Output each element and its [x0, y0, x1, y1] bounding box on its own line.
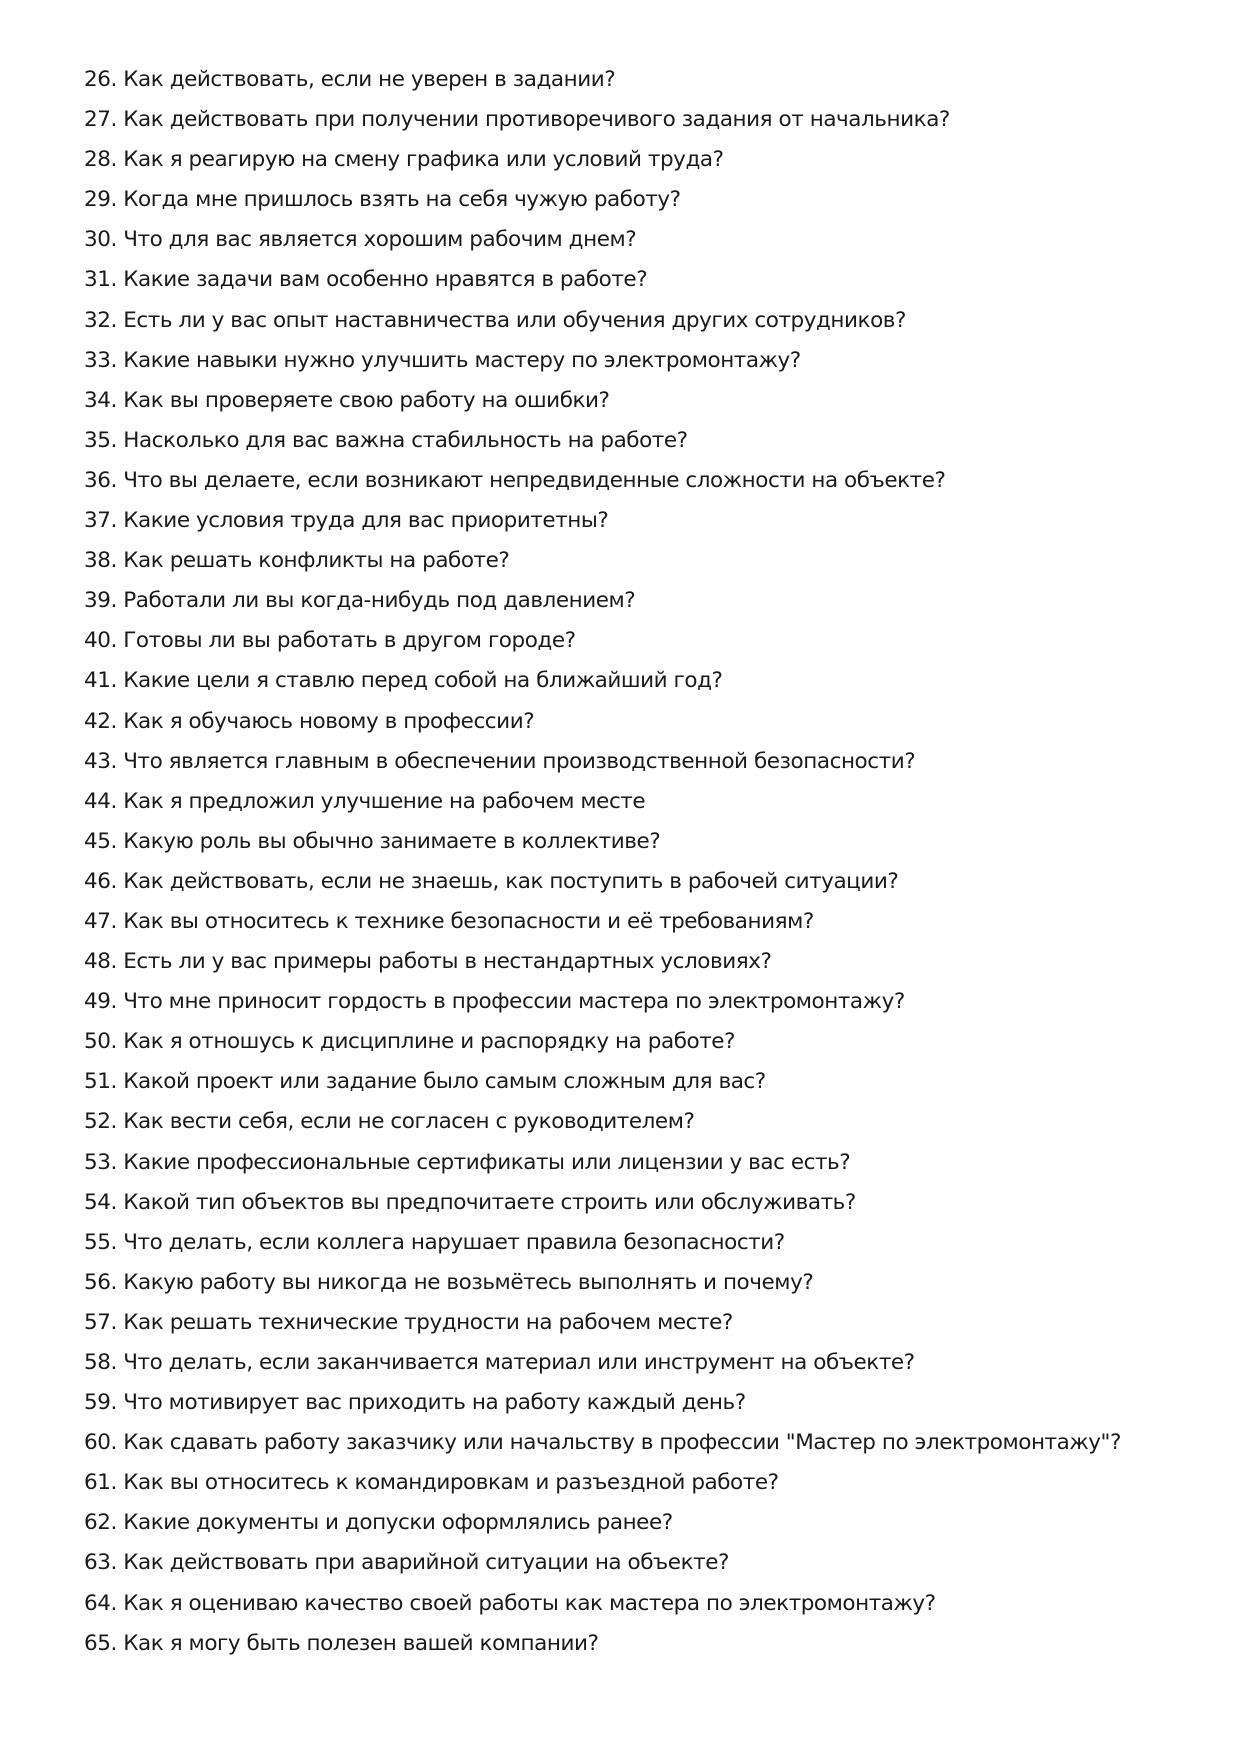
question-text: Как вы проверяете свою работу на ошибки?: [123, 387, 610, 413]
list-item: [84, 60, 1204, 100]
list-item: [84, 220, 1204, 260]
list-item: [84, 501, 1204, 541]
question-text: Работали ли вы когда-нибудь под давлением?: [123, 588, 636, 614]
list-item: [84, 1463, 1204, 1503]
list-item: [84, 1543, 1204, 1583]
question-number: 63.: [84, 1550, 117, 1576]
question-number: 27.: [84, 107, 117, 133]
question-text: Как я могу быть полезен вашей компании?: [123, 1630, 599, 1656]
question-number: 26.: [84, 67, 117, 92]
question-number: 41.: [84, 668, 117, 694]
question-text: Как я обучаюсь новому в профессии?: [123, 708, 535, 734]
question-number: 52.: [84, 1109, 117, 1135]
question-number: 48.: [84, 949, 117, 975]
question-number: 56.: [84, 1269, 117, 1295]
question-text: Какие документы и допуски оформлялись ранее?: [123, 1510, 673, 1536]
question-number: 44.: [84, 788, 117, 814]
question-text: Какие профессиональные сертификаты или лицензии у вас есть?: [123, 1149, 851, 1175]
list-item: [84, 1503, 1204, 1543]
question-number: 61.: [84, 1470, 117, 1496]
question-number: 65.: [84, 1630, 117, 1656]
question-number: 45.: [84, 828, 117, 854]
list-item: [84, 341, 1204, 381]
question-number: 55.: [84, 1229, 117, 1255]
question-number: 58.: [84, 1350, 117, 1375]
question-number: 59.: [84, 1390, 117, 1416]
question-number: 64.: [84, 1590, 117, 1616]
question-text: Как я отношусь к дисциплине и распорядку на работе?: [123, 1029, 736, 1055]
list-item: [84, 1343, 1204, 1383]
question-number: 40.: [84, 628, 117, 654]
question-text: Как я предложил улучшение на рабочем месте: [123, 788, 646, 814]
question-text: Есть ли у вас опыт наставничества или обучения других сотрудников?: [123, 307, 906, 333]
list-item: [84, 942, 1204, 982]
question-text: Как я оцениваю качество своей работы как мастера по электромонтажу?: [123, 1590, 936, 1616]
question-number: 47.: [84, 908, 117, 934]
list-item: [84, 621, 1204, 661]
question-text: Как действовать, если не знаешь, как поступить в рабочей ситуации?: [123, 868, 899, 894]
list-item: [84, 541, 1204, 581]
question-text: Есть ли у вас примеры работы в нестандартных условиях?: [123, 949, 772, 975]
question-text: Насколько для вас важна стабильность на работе?: [123, 427, 688, 453]
question-text: Как решать конфликты на работе?: [123, 548, 510, 574]
question-text: Какую роль вы обычно занимаете в коллективе?: [123, 828, 661, 854]
list-item: [84, 1102, 1204, 1142]
list-item: [84, 982, 1204, 1022]
question-text: Как решать технические трудности на рабочем месте?: [123, 1309, 733, 1335]
question-text: Что для вас является хорошим рабочим днем?: [123, 227, 637, 253]
question-number: 38.: [84, 548, 117, 574]
list-item: [84, 902, 1204, 942]
question-text: Готовы ли вы работать в другом городе?: [123, 628, 576, 654]
list-item: [84, 1263, 1204, 1303]
list-item: [84, 1584, 1204, 1624]
question-number: 54.: [84, 1189, 117, 1215]
list-item: [84, 661, 1204, 701]
question-text: Как я реагирую на смену графика или условий труда?: [123, 147, 724, 173]
list-item: [84, 581, 1204, 621]
question-text: Как вести себя, если не согласен с руководителем?: [123, 1109, 695, 1135]
question-number: 62.: [84, 1510, 117, 1536]
list-item: [84, 381, 1204, 421]
list-item: [84, 822, 1204, 862]
question-text: Какие цели я ставлю перед собой на ближайший год?: [123, 668, 723, 694]
question-text: Какую работу вы никогда не возьмётесь выполнять и почему?: [123, 1269, 814, 1295]
list-item: [84, 1223, 1204, 1263]
question-text: Какой проект или задание было самым сложным для вас?: [123, 1069, 766, 1095]
question-number: 53.: [84, 1149, 117, 1175]
list-item: [84, 1183, 1204, 1223]
question-number: 50.: [84, 1029, 117, 1055]
question-number: 32.: [84, 307, 117, 333]
list-item: [84, 1303, 1204, 1343]
question-number: 51.: [84, 1069, 117, 1095]
question-text: Как вы относитесь к технике безопасности и её требованиям?: [123, 908, 814, 934]
list-item: [84, 1624, 1204, 1664]
question-number: 43.: [84, 748, 117, 774]
question-number: 29.: [84, 187, 117, 213]
list-item: [84, 100, 1204, 140]
list-item: [84, 301, 1204, 341]
list-item: [84, 1423, 1204, 1463]
question-number: 33.: [84, 347, 117, 373]
list-item: [84, 180, 1204, 220]
list-item: [84, 260, 1204, 300]
question-list: [84, 60, 1204, 1664]
list-item: [84, 421, 1204, 461]
question-number: 57.: [84, 1309, 117, 1335]
question-text: Какой тип объектов вы предпочитаете строить или обслуживать?: [123, 1189, 856, 1215]
list-item: [84, 742, 1204, 782]
question-text: Как действовать, если не уверен в задании?: [123, 67, 616, 92]
list-item: [84, 702, 1204, 742]
question-number: 49.: [84, 989, 117, 1015]
question-text: Что мне приносит гордость в профессии мастера по электромонтажу?: [123, 989, 905, 1015]
question-number: 34.: [84, 387, 117, 413]
question-text: Когда мне пришлось взять на себя чужую работу?: [123, 187, 681, 213]
question-text: Как сдавать работу заказчику или начальству в профессии "Мастер по электромонтажу"?: [123, 1430, 1121, 1456]
question-number: 39.: [84, 588, 117, 614]
question-text: Как действовать при аварийной ситуации на объекте?: [123, 1550, 729, 1576]
question-number: 31.: [84, 267, 117, 293]
list-item: [84, 862, 1204, 902]
list-item: [84, 1022, 1204, 1062]
question-number: 35.: [84, 427, 117, 453]
question-number: 28.: [84, 147, 117, 173]
question-number: 36.: [84, 467, 117, 493]
question-text: Какие условия труда для вас приоритетны?: [123, 508, 609, 534]
question-text: Что делать, если коллега нарушает правила безопасности?: [123, 1229, 785, 1255]
question-text: Что является главным в обеспечении производственной безопасности?: [123, 748, 916, 774]
question-text: Как действовать при получении противоречивого задания от начальника?: [123, 107, 950, 133]
list-item: [84, 1062, 1204, 1102]
list-item: [84, 782, 1204, 822]
question-number: 30.: [84, 227, 117, 253]
question-text: Что мотивирует вас приходить на работу каждый день?: [123, 1390, 746, 1416]
list-item: [84, 1383, 1204, 1423]
question-number: 42.: [84, 708, 117, 734]
list-item: [84, 1143, 1204, 1183]
question-text: Как вы относитесь к командировкам и разъездной работе?: [123, 1470, 779, 1496]
list-item: [84, 140, 1204, 180]
question-text: Какие навыки нужно улучшить мастеру по электромонтажу?: [123, 347, 801, 373]
question-text: Какие задачи вам особенно нравятся в работе?: [123, 267, 648, 293]
question-number: 60.: [84, 1430, 117, 1456]
question-text: Что вы делаете, если возникают непредвиденные сложности на объекте?: [123, 467, 946, 493]
question-number: 46.: [84, 868, 117, 894]
question-number: 37.: [84, 508, 117, 534]
list-item: [84, 461, 1204, 501]
question-text: Что делать, если заканчивается материал или инструмент на объекте?: [123, 1350, 915, 1375]
